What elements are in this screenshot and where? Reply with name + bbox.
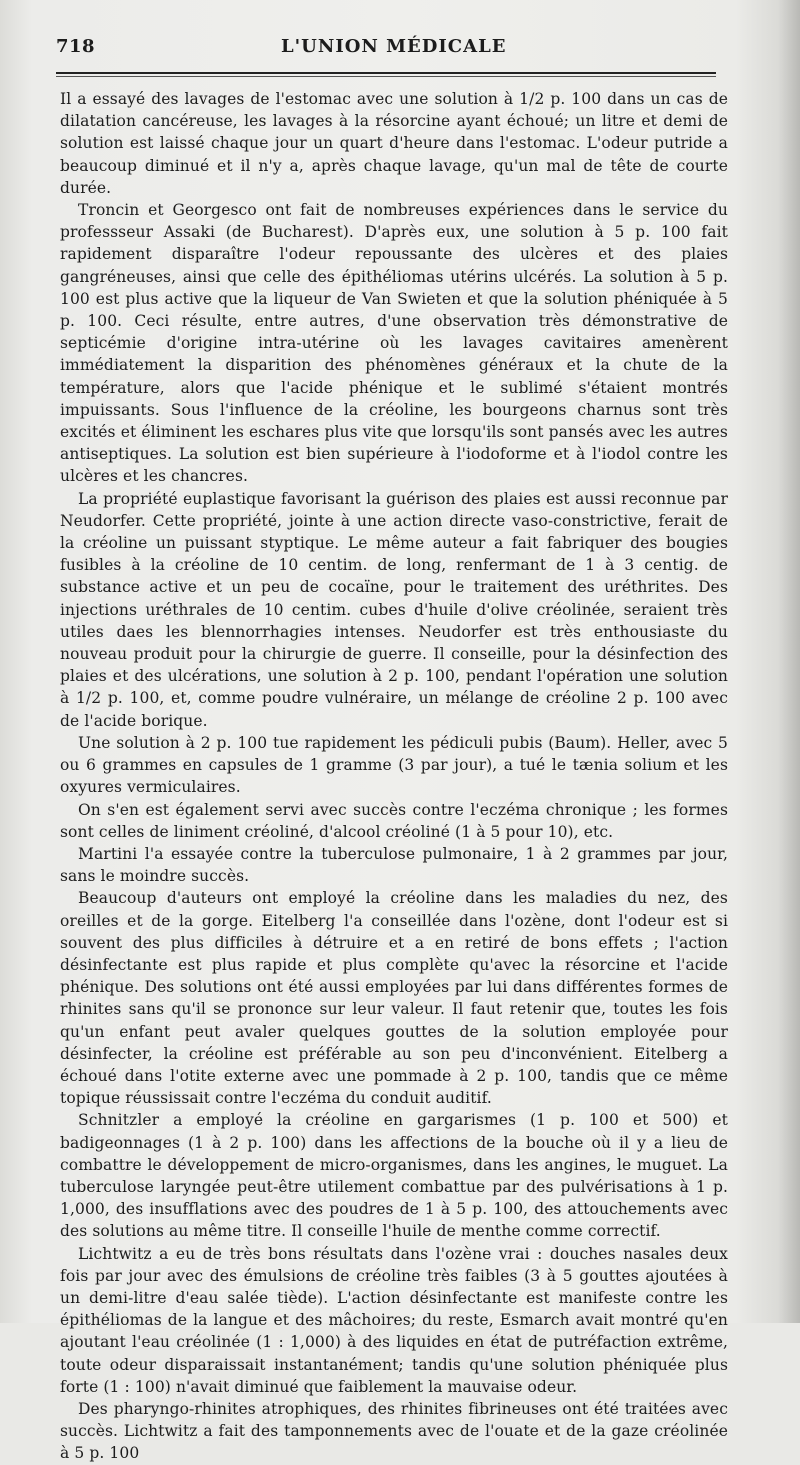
paragraph: Troncin et Georgesco ont fait de nombreuses expériences dans le service du professseur Assaki (de Bucharest). D'après eux, une solution à 5 p. 100 fait rapidement disparaître l'odeur repoussante des ulcères et des plaies gangréneuses, ainsi que celle des épithéliomas utérins ulcérés. La solution à 5 p. 100 est plus active que la liqueur de Van Swieten et que la solution phéniquée à 5 p. 100. Ceci résulte, entre autres, d'une observation très démonstrative de septicémie d'origine intra-utérine où les lavages cavitaires amenèrent immédiatement la disparition des phénomènes généraux et la chute de la température, alors que l'acide phénique et le sublimé s'étaient montrés impuissants. Sous l'influence de la créoline, les bourgeons charnus sont très excités et éliminent les eschares plus vite que lorsqu'ils sont pansés avec les autres antiseptiques. La solution est bien supérieure à l'iodoforme et à l'iodol contre les ulcères et les chancres. (60, 201, 728, 486)
header-rule-thin (56, 76, 716, 77)
running-title: L'UNION MÉDICALE (281, 36, 507, 57)
page-header (56, 34, 736, 64)
paragraph: Beaucoup d'auteurs ont employé la créoline dans les maladies du nez, des oreilles et de la gorge. Eitelberg l'a conseillée dans l'ozène, dont l'odeur est si souvent des plus difficiles à détruire et a en retiré de bons effets ; l'action désinfectante est plus rapide et plus complète qu'avec la résorcine et l'acide phénique. Des solutions ont été aussi employées par lui dans différentes formes de rhinites sans qu'il se prononce sur leur valeur. Il faut retenir que, toutes les fois qu'un enfant peut avaler quelques gouttes de la solution employée pour désinfecter, la créoline est préférable au son peu d'inconvénient. Eitelberg a échoué dans l'otite externe avec une pommade à 2 p. 100, tandis que ce même topique réussissait contre l'eczéma du conduit auditif. (60, 889, 728, 1108)
paragraph: La propriété euplastique favorisant la guérison des plaies est aussi reconnue par Neudorfer. Cette propriété, jointe à une action directe vaso-constrictive, ferait de la créoline un puissant styptique. Le même auteur a fait fabriquer des bougies fusibles à la créoline de 10 centim. de long, renfermant de 1 à 3 centig. de substance active et un peu de cocaïne, pour le traitement des uréthrites. Des injections uréthrales de 10 centim. cubes d'huile d'olive créolinée, seraient très utiles daes les blennorrhagies intenses. Neudorfer est très enthousiaste du nouveau produit pour la chirurgie de guerre. Il conseille, pour la désinfection des plaies et des ulcérations, une solution à 2 p. 100, pendant l'opération une solution à 1/2 p. 100, et, comme poudre vulnéraire, un mélange de créoline 2 p. 100 avec de l'acide borique. (60, 489, 728, 730)
paragraph: Schnitzler a employé la créoline en gargarismes (1 p. 100 et 500) et badigeonnages (1 à 2 p. 100) dans les affections de la bouche où il y a lieu de combattre le développement de micro-organismes, dans les angines, le muguet. La tuberculose laryngée peut-être utilement combattue par des pulvérisations à 1 p. 1,000, des insufflations avec des poudres de 1 à 5 p. 100, des attouchements avec des solutions au même titre. Il conseille l'huile de menthe comme correctif. (60, 1111, 728, 1241)
page-number: 718 (56, 36, 96, 57)
paragraph: On s'en est également servi avec succès contre l'eczéma chronique ; les formes sont celles de liniment créoliné, d'alcool créoliné (1 à 5 pour 10), etc. (60, 800, 728, 841)
paragraph: Des pharyngo-rhinites atrophiques, des rhinites fibrineuses ont été traitées avec succès. Lichtwitz a fait des tamponnements avec de l'ouate et de la gaze créolinée à 5 p. 100 (60, 1399, 728, 1463)
paragraph: Martini l'a essayée contre la tuberculose pulmonaire, 1 à 2 grammes par jour, sans le moindre succès. (60, 844, 728, 886)
paragraph: Lichtwitz a eu de très bons résultats dans l'ozène vrai : douches nasales deux fois par jour avec des émulsions de créoline très faibles (3 à 5 gouttes ajoutées à un demi-litre d'eau salée tiède). L'action désinfectante est manifeste contre les épithéliomas de la langue et des mâchoires; du reste, Esmarch avait montré qu'en ajoutant l'eau créolinée (1 : 1,000) à des liquides en état de putréfaction extrême, toute odeur disparaissait instantanément; tandis qu'une solution phéniquée plus forte (1 : 100) n'avait diminué que faiblement la mauvaise odeur. (60, 1244, 728, 1396)
paragraph: Une solution à 2 p. 100 tue rapidement les pédiculi pubis (Baum). Heller, avec 5 ou 6 grammes en capsules de 1 gramme (3 par jour), a tué le tænia solium et les oxyures vermiculaires. (60, 733, 728, 797)
header-rule (56, 72, 716, 74)
paragraph: Il a essayé des lavages de l'estomac avec une solution à 1/2 p. 100 dans un cas de dilatation cancéreuse, les lavages à la résorcine ayant échoué; un litre et demi de solution est laissé chaque jour un quart d'heure dans l'estomac. L'odeur putride a beaucoup diminué et il n'y a, après chaque lavage, qu'un mal de tête de courte durée. (60, 90, 728, 197)
body-text (60, 88, 728, 1465)
page-edge-shadow (778, 0, 800, 1323)
